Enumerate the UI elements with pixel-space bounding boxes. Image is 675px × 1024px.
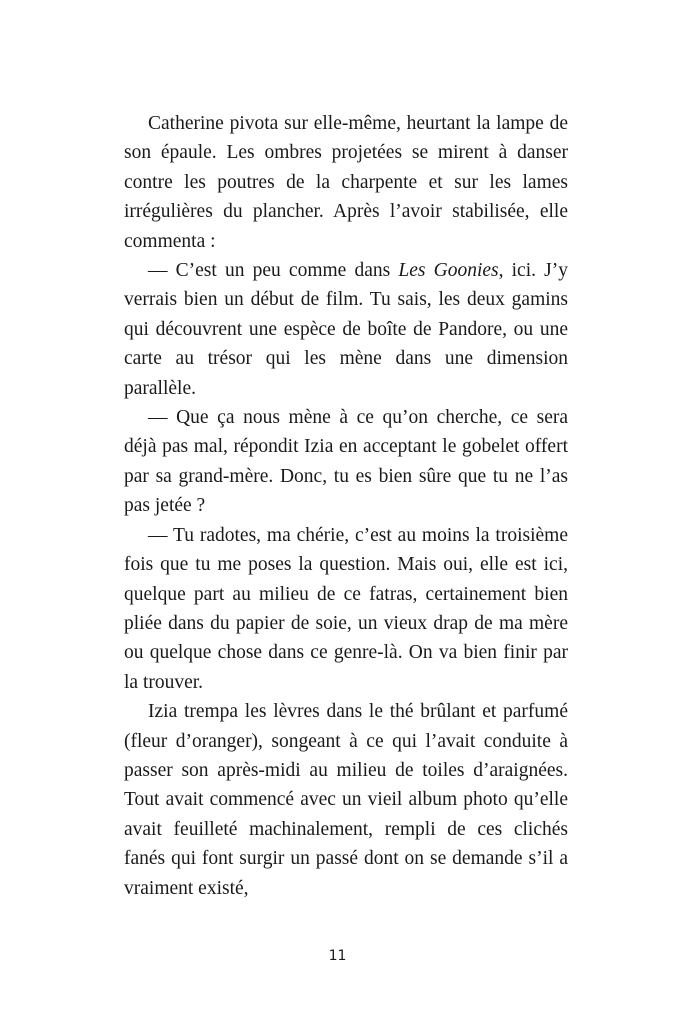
paragraph-1-text: Catherine pivota sur elle-même, heurtant la lampe de son épaule. Les ombres projetées se mirent à danser contre les poutres de la charpente et sur les lames irrégulières du plancher. Après l’avoir stabilisée, elle commenta : (124, 113, 568, 252)
paragraph-3 (124, 403, 568, 521)
paragraph-2-text-start: — C’est un peu comme dans (148, 260, 399, 282)
paragraph-1 (124, 109, 568, 256)
paragraph-2-text-end: , ici. J’y verrais bien un début de film. Tu sais, les deux gamins qui découvrent une espèce de boîte de Pandore, ou une carte au trésor qui les mène dans une dimension parallèle. (124, 260, 568, 399)
page-number: 11 (328, 948, 347, 964)
body-text (124, 109, 568, 903)
paragraph-5 (124, 697, 568, 903)
paragraph-5-text: Izia trempa les lèvres dans le thé brûlant et parfumé (fleur d’oranger), songeant à ce qui l’avait conduite à passer son après-midi au milieu de toiles d’araignées. Tout avait commencé avec un vieil album photo qu’elle avait feuilleté machinalement, rempli de ces clichés fanés qui font surgir un passé dont on se demande s’il a vraiment existé, (124, 701, 568, 899)
paragraph-4 (124, 521, 568, 697)
paragraph-2 (124, 256, 568, 403)
paragraph-4-text: — Tu radotes, ma chérie, c’est au moins la troisième fois que tu me poses la question. Mais oui, elle est ici, quelque part au milieu de ce fatras, certainement bien pliée dans du papier de soie, un vieux drap de ma mère ou quelque chose dans ce genre-là. On va bien finir par la trouver. (124, 524, 568, 693)
paragraph-3-text: — Que ça nous mène à ce qu’on cherche, ce sera déjà pas mal, répondit Izia en acceptant le gobelet offert par sa grand-mère. Donc, tu es bien sûre que tu ne l’as pas jetée ? (124, 407, 568, 517)
film-title: Les Goonies (398, 260, 499, 282)
